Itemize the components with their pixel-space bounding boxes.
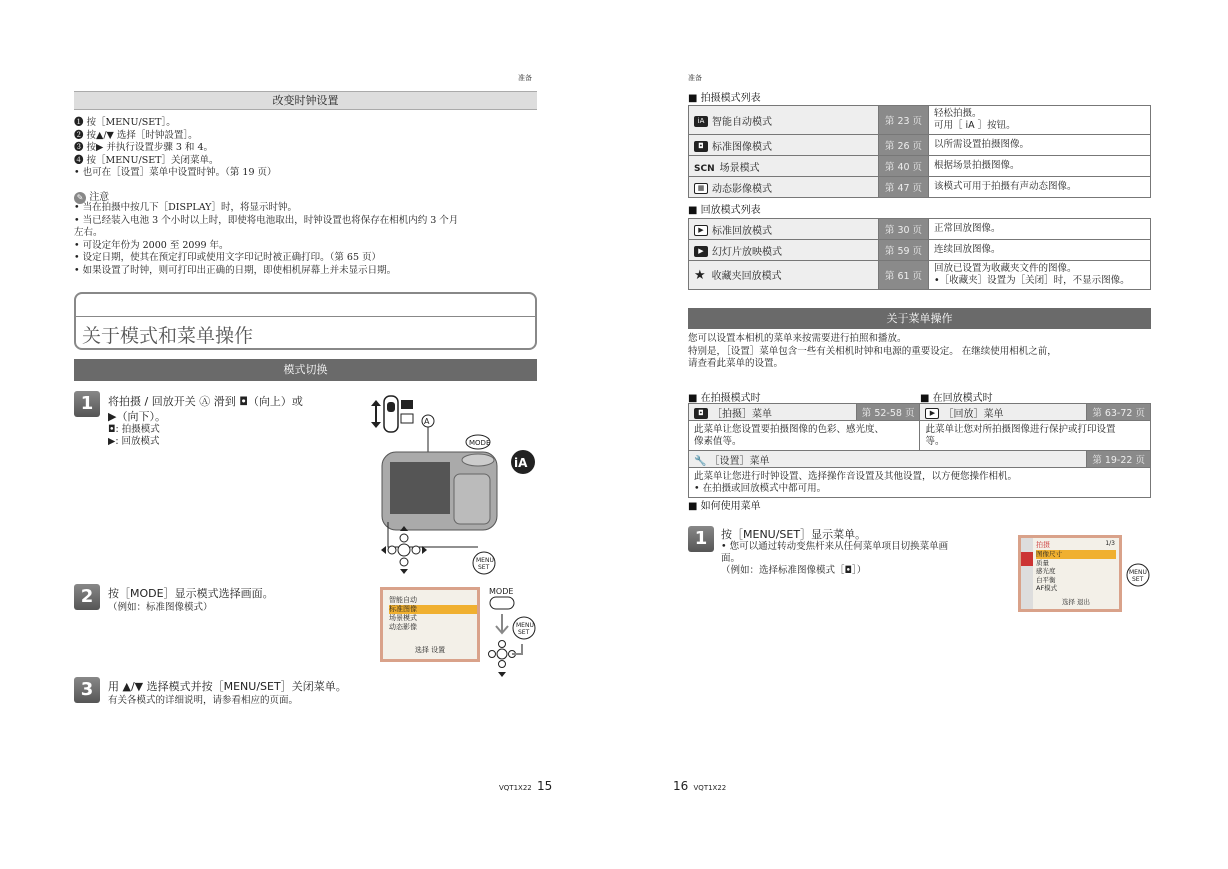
- step2-block: [108, 587, 274, 615]
- notes: [74, 202, 458, 277]
- clock-steps: [74, 117, 277, 180]
- note-item: • 如果设置了时钟，则可打印出正确的日期，即使相机屏幕上并未显示日期。: [74, 264, 397, 276]
- mode-cell: [689, 156, 879, 177]
- svg-text:SET: SET: [1132, 576, 1144, 583]
- intro-line: 特别是，［设置］菜单包含一些有关相机时钟和电源的重要设定。 在继续使用相机之前，: [688, 345, 1057, 357]
- step3-text: 用 ▲/▼ 选择模式并按［MENU/SET］关闭菜单。: [108, 680, 347, 693]
- footer-left: [499, 779, 552, 793]
- desc-line: 等。: [925, 435, 945, 447]
- desc-line: 可用［ iA ］按钮。: [934, 120, 1016, 131]
- note-item: 左右。: [74, 227, 103, 238]
- clock-step: ❹ 按［MENU/SET］关闭菜单。: [74, 154, 219, 166]
- desc-cell: 该模式可用于拍摄有声动态图像。: [929, 177, 1151, 198]
- page-cell: 第 30 页: [879, 219, 929, 240]
- clock-title: 改变时钟设置: [74, 91, 537, 110]
- note-item: • 可设定年份为 2000 至 2099 年。: [74, 239, 229, 251]
- step1-text-block: [108, 394, 303, 448]
- note-item: • 设定日期，使其在预定打印或使用文字印记时被正确打印。（第 65 页）: [74, 252, 382, 263]
- screen-item: 动态影像: [389, 623, 417, 631]
- mode-select-screen: [380, 587, 480, 662]
- howto-step-block: [721, 528, 948, 577]
- step1-text2: ▶（向下）。: [108, 410, 166, 423]
- menu-intro: [688, 333, 1057, 371]
- label-a: A: [424, 417, 430, 426]
- table-row: [689, 451, 1151, 468]
- screen-item-selected: 标准图像: [389, 605, 477, 614]
- note-icon: ✎: [74, 192, 86, 204]
- page-cell: 第 61 页: [879, 261, 929, 290]
- desc-line: •［收藏夹］设置为［关闭］时，不显示图像。: [934, 275, 1130, 286]
- step-number: 2: [74, 584, 100, 610]
- mode-cell: [689, 240, 879, 261]
- note-item: • 当在拍摄中按几下［DISPLAY］时，将显示时钟。: [74, 202, 297, 213]
- play-mode-head: ■ 在回放模式时: [920, 393, 993, 404]
- desc-cell: [929, 106, 1151, 135]
- menu-screen-page: 1/3: [1105, 540, 1115, 547]
- play-icon: ▶: [108, 436, 116, 447]
- desc-line: 此菜单让您设置要拍摄图像的色彩、感光度、: [694, 423, 885, 435]
- slideshow-icon: ▶: [694, 246, 708, 257]
- switch-icon: [371, 396, 413, 432]
- step1-sub2: : 回放模式: [115, 436, 160, 447]
- desc-line: 此菜单让您对所拍摄图像进行保护或打印设置: [925, 423, 1116, 435]
- desc-cell: 根据场景拍摄图像。: [929, 156, 1151, 177]
- footer-right: [673, 779, 726, 793]
- desc-cell: 连续回放图像。: [929, 240, 1151, 261]
- mode-switch-title: 模式切换: [74, 359, 537, 381]
- step1-sub: [108, 424, 303, 436]
- step-number: 1: [74, 391, 100, 417]
- note-label: 注意: [89, 192, 110, 203]
- intro-line: 请查看此菜单的设置。: [688, 358, 784, 369]
- mode-name: 智能自动模式: [712, 116, 772, 128]
- screen-item: 智能自动: [389, 596, 417, 604]
- mode-name: 标准图像模式: [712, 141, 772, 153]
- scn-icon: SCN: [694, 163, 715, 174]
- menu-screen-item: 质量: [1036, 558, 1049, 567]
- rec-list-title: ■ 拍摄模式列表: [688, 93, 761, 104]
- page-cell: 第 63-72 页: [1087, 404, 1151, 421]
- clock-step: ❷ 按▲/▼ 选择［时钟設置］。: [74, 129, 198, 141]
- menu-screen-item: 感光度: [1036, 567, 1056, 575]
- clock-step: ❶ 按［MENU/SET］。: [74, 117, 176, 128]
- footer-code: VQT1X22: [693, 784, 727, 792]
- desc-line: 回放已设置为收藏夹文件的图像。: [934, 263, 1077, 274]
- step2-text: 按［MODE］显示模式选择画面。: [108, 587, 274, 600]
- page-cell: 第 52-58 页: [856, 404, 920, 421]
- rec-tab: [1021, 552, 1033, 566]
- sub-line: • 您可以通过转动变焦杆来从任何菜单项目切换菜单画: [721, 541, 949, 552]
- star-icon: ★: [694, 268, 706, 283]
- page-number: 16: [673, 779, 689, 793]
- menu-name: ［回放］菜单: [943, 408, 1004, 420]
- mode-buttons-illustration: [484, 584, 540, 679]
- menu-screen-footer: 选择 退出: [1061, 598, 1091, 606]
- desc-line: 此菜单让您进行时钟设置、选择操作音设置及其他设置，以方便您操作相机。: [694, 470, 1018, 482]
- page-cell: 第 19-22 页: [1087, 451, 1151, 468]
- table-row: [689, 240, 1151, 261]
- svg-text:MENU: MENU: [516, 622, 534, 629]
- step3-sub: 有关各模式的详细说明，请参看相应的页面。: [108, 695, 299, 706]
- menu-name: ［拍摄］菜单: [712, 408, 772, 420]
- rec-modes-table: [688, 105, 1151, 198]
- mode-cell: [689, 219, 879, 240]
- setup-menu-name-cell: [689, 451, 1087, 468]
- mode-cell: [689, 135, 879, 156]
- desc-cell: 正常回放图像。: [929, 219, 1151, 240]
- page-cell: 第 40 页: [879, 156, 929, 177]
- page-cell: 第 47 页: [879, 177, 929, 198]
- menu-screen-tabs: [1021, 538, 1033, 609]
- desc-line: • 在拍摄或回放模式中都可用。: [694, 482, 827, 494]
- menu-title: 关于菜单操作: [688, 308, 1151, 329]
- table-row: [689, 219, 1151, 240]
- section-title: 关于模式和菜单操作: [82, 325, 254, 347]
- step-number: 3: [74, 677, 100, 703]
- page-cell: 第 23 页: [879, 106, 929, 135]
- clock-step: • 也可在［设置］菜单中设置时钟。（第 19 页）: [74, 167, 277, 178]
- ia-icon: iA: [694, 116, 708, 127]
- menu-screen-title: 拍摄: [1036, 541, 1050, 549]
- svg-text:SET: SET: [478, 564, 490, 571]
- wrench-icon: 🔧: [694, 455, 707, 467]
- mode-name: 场景模式: [719, 162, 760, 174]
- play-modes-table: [688, 218, 1151, 290]
- mode-label: MODE: [489, 587, 514, 596]
- camera-icon: ◘: [694, 141, 708, 152]
- clock-step: ❸ 按▶ 并执行设置步骤 3 和 4。: [74, 142, 213, 153]
- mode-name: 标准回放模式: [712, 225, 772, 237]
- menus-table: [688, 403, 1151, 498]
- mode-cell: [689, 106, 879, 135]
- mode-cell: [689, 261, 879, 290]
- rec-menu-name-cell: [689, 404, 857, 421]
- play-icon: ▶: [925, 408, 939, 419]
- table-row: [689, 261, 1151, 290]
- howto-step-sub: [721, 541, 948, 577]
- menu-screen: [1018, 535, 1122, 612]
- camera-illustration: [368, 392, 538, 577]
- desc-cell: [920, 421, 1151, 451]
- mode-button-label: MODE: [469, 439, 491, 447]
- screen-item: 场景模式: [389, 614, 417, 622]
- menu-name: ［设置］菜单: [709, 455, 770, 467]
- table-row: [689, 156, 1151, 177]
- step1-text: 将拍摄 / 回放开关 Ⓐ 滑到 ◘（向上）或: [108, 395, 303, 408]
- mode-name: 动态影像模式: [712, 183, 772, 195]
- menu-screen-item-selected: 图像尺寸: [1036, 550, 1116, 559]
- header-right: 准备: [688, 74, 702, 82]
- desc-line: 像素值等。: [694, 435, 742, 447]
- page-cell: 第 59 页: [879, 240, 929, 261]
- film-icon: ▦: [694, 183, 708, 194]
- step1-sub: [108, 436, 303, 448]
- play-icon: ▶: [694, 225, 708, 236]
- table-row: [689, 404, 1151, 421]
- play-list-title: ■ 回放模式列表: [688, 205, 761, 216]
- svg-text:SET: SET: [518, 629, 530, 636]
- table-row: [689, 135, 1151, 156]
- note-item: • 当已经装入电池 3 个小时以上时，即使将电池取出，时钟设置也将保存在相机内约 3 个月: [74, 214, 459, 226]
- table-row: [689, 106, 1151, 135]
- step3-block: [108, 680, 347, 708]
- play-menu-name-cell: [920, 404, 1087, 421]
- rec-mode-head: ■ 在拍摄模式时: [688, 393, 761, 404]
- screen-footer: 选择 设置: [414, 646, 446, 654]
- desc-cell: [929, 261, 1151, 290]
- header-left: 准备: [518, 74, 532, 82]
- table-row: [689, 468, 1151, 498]
- intro-line: 您可以设置本相机的菜单来按需要进行拍照和播放。: [688, 333, 907, 344]
- menu-set-button-icon: [1125, 562, 1151, 588]
- step-number: 1: [688, 526, 714, 552]
- desc-cell: [689, 421, 920, 451]
- desc-cell: 以所需设置拍摄图像。: [929, 135, 1151, 156]
- howto-step-text: 按［MENU/SET］显示菜单。: [721, 528, 867, 541]
- mode-name: 幻灯片放映模式: [712, 246, 782, 258]
- desc-line: 轻松拍摄。: [934, 108, 982, 119]
- camera-icon: ◘: [694, 408, 708, 419]
- howto-title: ■ 如何使用菜单: [688, 501, 761, 512]
- mode-cell: [689, 177, 879, 198]
- page-number: 15: [536, 779, 553, 793]
- footer-code: VQT1X22: [499, 784, 532, 792]
- menu-screen-item: AF模式: [1036, 584, 1058, 592]
- dpad-small-icon: [489, 641, 516, 678]
- desc-cell: [689, 468, 1151, 498]
- svg-text:MENU: MENU: [1129, 569, 1147, 576]
- section-box: [74, 292, 537, 350]
- sub-line: （例如：选择标准图像模式［◘］）: [721, 565, 867, 576]
- page-cell: 第 26 页: [879, 135, 929, 156]
- table-row: [689, 177, 1151, 198]
- menu-screen-item: 白平衡: [1036, 575, 1056, 584]
- step1-sub1: : 拍摄模式: [115, 424, 160, 435]
- camera-icon: ◘: [108, 424, 116, 435]
- step2-sub: （例如：标准图像模式）: [108, 602, 213, 613]
- sub-line: 面。: [721, 553, 741, 564]
- ia-button-label: iA: [514, 456, 528, 470]
- svg-text:MENU: MENU: [476, 557, 494, 564]
- table-row: [689, 421, 1151, 451]
- mode-name: 收藏夹回放模式: [711, 271, 782, 282]
